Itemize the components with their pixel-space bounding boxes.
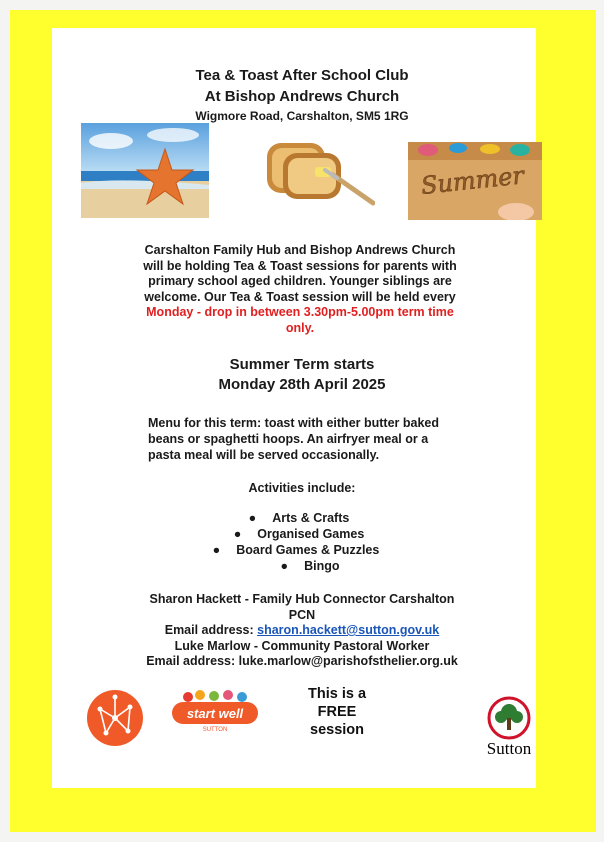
menu-line: beans or spaghetti hoops. An airfryer meal or a: [148, 432, 429, 446]
contact-line: Luke Marlow - Community Pastoral Worker: [174, 638, 430, 653]
menu-paragraph: [148, 415, 468, 463]
intro-line: primary school aged children. Younger siblings are: [148, 274, 452, 288]
address: Wigmore Road, Carshalton, SM5 1RG: [195, 109, 409, 123]
intro-line: Carshalton Family Hub and Bishop Andrews Church: [144, 243, 456, 257]
contact-line: Email address: luke.marlow@parishofsthelier.org.uk: [146, 654, 458, 668]
title-line-2: At Bishop Andrews Church: [204, 88, 400, 105]
intro-line: welcome. Our Tea & Toast session will be held every: [144, 289, 456, 304]
svg-text:Sutton: Sutton: [486, 739, 532, 758]
bullet-icon: ●: [280, 559, 289, 573]
family-hub-logo: [86, 689, 144, 747]
intro-line: will be holding Tea & Toast sessions for parents with: [143, 258, 457, 273]
title-line-1: Tea & Toast After School Club: [195, 67, 409, 84]
session-time-highlight: only.: [285, 320, 315, 335]
activities-heading: Activities include:: [248, 481, 356, 495]
term-heading: Summer Term starts: [229, 356, 375, 373]
menu-line: Menu for this term: toast with either butter baked: [148, 416, 439, 430]
svg-text:SUTTON: SUTTON: [202, 727, 228, 733]
bullet-icon: ●: [248, 511, 257, 525]
activities-list: [0, 510, 604, 574]
list-item: ● Board Games & Puzzles: [212, 543, 380, 557]
list-item: ● Arts & Crafts: [248, 511, 350, 525]
session-time-highlight: Monday - drop in between 3.30pm-5.00pm term time: [146, 305, 454, 319]
beach-starfish-image: [81, 123, 209, 218]
email-link-sharon[interactable]: sharon.hackett@sutton.gov.uk: [257, 623, 440, 637]
start-well-logo: [166, 688, 262, 734]
bullet-icon: ●: [212, 543, 221, 557]
toast-image: [255, 137, 375, 209]
bullet-icon: ●: [233, 527, 242, 541]
list-item: ● Bingo: [280, 559, 340, 573]
contact-line: Sharon Hackett - Family Hub Connector Carshalton: [149, 592, 455, 606]
list-item: ● Organised Games: [233, 527, 365, 541]
free-session-text: This is a FREE session: [307, 686, 367, 738]
svg-text:Summer: Summer: [419, 161, 526, 200]
term-date: Monday 28th April 2025: [218, 376, 386, 393]
sutton-council-logo: [476, 696, 542, 762]
contact-line: PCN: [288, 607, 316, 622]
menu-line: pasta meal will be served occasionally.: [148, 448, 380, 462]
contact-block: [110, 592, 494, 670]
summer-sand-image: [408, 142, 542, 220]
intro-paragraph: [120, 243, 480, 336]
svg-text:start well: start well: [186, 706, 244, 721]
contact-email-line: Email address: sharon.hackett@sutton.gov.uk: [164, 623, 440, 637]
